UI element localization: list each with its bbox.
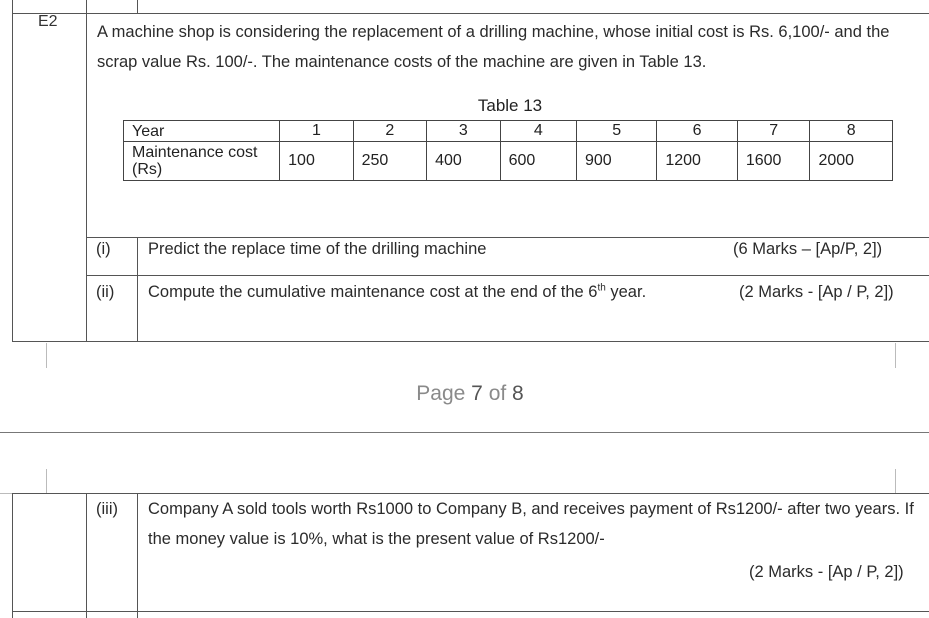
part-text: Predict the replace time of the drilling machine bbox=[148, 240, 487, 258]
page-separator bbox=[0, 432, 929, 433]
cost-cell: 1600 bbox=[737, 142, 810, 181]
page-corner-mark bbox=[895, 469, 896, 494]
part-marks: (2 Marks - [Ap / P, 2]) bbox=[749, 563, 904, 581]
cost-cell: 2000 bbox=[810, 142, 893, 181]
year-cell: 1 bbox=[280, 121, 353, 142]
page-corner-mark bbox=[895, 343, 896, 368]
part-marks: (2 Marks - [Ap / P, 2]) bbox=[739, 283, 894, 301]
column-divider bbox=[86, 493, 87, 618]
part-text: Compute the cumulative maintenance cost at the end of the 6th year. bbox=[148, 282, 647, 301]
cost-cell: 600 bbox=[500, 142, 576, 181]
page-number: Page 7 of 8 bbox=[416, 382, 524, 405]
year-cell: 2 bbox=[353, 121, 426, 142]
column-divider bbox=[137, 493, 138, 618]
year-cell: 6 bbox=[657, 121, 738, 142]
year-cell: 7 bbox=[737, 121, 810, 142]
year-cell: 4 bbox=[500, 121, 576, 142]
year-cell: 3 bbox=[427, 121, 500, 142]
cost-cell: 250 bbox=[353, 142, 426, 181]
part-marks: (6 Marks – [Ap/P, 2]) bbox=[733, 240, 883, 258]
table-left-border bbox=[12, 493, 13, 618]
superscript: th bbox=[597, 282, 606, 294]
column-divider bbox=[137, 237, 138, 342]
page-corner-mark bbox=[46, 343, 47, 368]
row-divider bbox=[12, 13, 929, 14]
table-row bbox=[124, 121, 893, 142]
cost-cell: 100 bbox=[280, 142, 353, 181]
table-row bbox=[124, 142, 893, 181]
column-divider-top bbox=[137, 0, 138, 13]
year-cell: 5 bbox=[576, 121, 656, 142]
column-divider bbox=[86, 0, 87, 342]
row-divider bbox=[12, 611, 929, 612]
page-corner-mark bbox=[46, 469, 47, 494]
table-bottom-border bbox=[12, 341, 929, 342]
question-number: E2 bbox=[38, 13, 58, 30]
cost-cell: 900 bbox=[576, 142, 656, 181]
maintenance-table bbox=[123, 120, 893, 181]
cost-cell: 400 bbox=[427, 142, 500, 181]
part-label: (i) bbox=[96, 240, 111, 258]
part-label: (iii) bbox=[96, 500, 118, 518]
question-text: A machine shop is considering the replacement of a drilling machine, whose initial cost is Rs. 6,100/- and the scrap value Rs. 100/-. The maintenance costs of the machine are given in Table 13. bbox=[97, 23, 890, 71]
maintenance-header: Maintenance cost (Rs) bbox=[124, 142, 280, 181]
part-text: Company A sold tools worth Rs1000 to Company B, and receives payment of Rs1200/- after two years. If the money value is 10%, what is the present value of Rs1200/- bbox=[148, 500, 914, 548]
cost-cell: 1200 bbox=[657, 142, 738, 181]
part-label: (ii) bbox=[96, 283, 115, 301]
table-title: Table 13 bbox=[477, 96, 543, 115]
year-header: Year bbox=[124, 121, 280, 142]
table-left-border bbox=[12, 0, 13, 342]
row-divider bbox=[86, 275, 929, 276]
year-cell: 8 bbox=[810, 121, 893, 142]
